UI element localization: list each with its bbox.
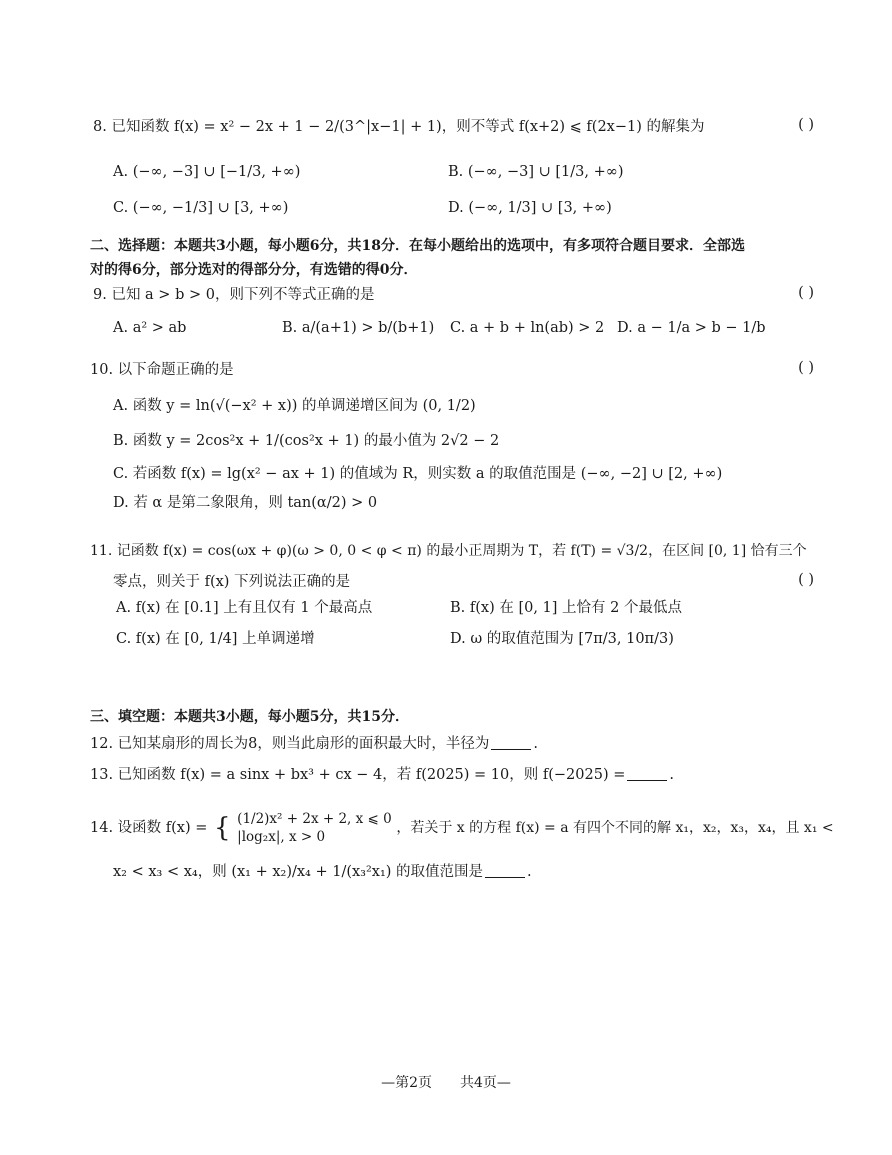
q9-option-d: D. a − 1/a > b − 1/b (617, 320, 766, 336)
q12-text: 12. 已知某扇形的周长为8，则当此扇形的面积最大时，半径为 (90, 736, 490, 752)
q14-case2: |log₂x|, x > 0 (237, 829, 326, 845)
q11-stem-line2: 零点，则关于 f(x) 下列说法正确的是 (113, 574, 351, 590)
q9-option-a: A. a² > ab (113, 320, 187, 336)
section3-heading: 三、填空题：本题共3小题，每小题5分，共15分． (90, 709, 409, 725)
q11-option-d: D. ω 的取值范围为 [7π/3, 10π/3) (450, 631, 674, 647)
q11-stem-line1: 11. 记函数 f(x) = cos(ωx + φ)(ω > 0, 0 < φ < π) 的最小正周期为 T，若 f(T) = √3/2，在区间 [0, 1] 恰有三个 (90, 543, 807, 559)
q11-answer-paren: ( ) (798, 572, 814, 588)
q14-prefix: 14. 设函数 f(x) = (90, 820, 208, 836)
q10-answer-paren: ( ) (798, 360, 814, 376)
q10-option-b: B. 函数 y = 2cos²x + 1/(cos²x + 1) 的最小值为 2√2 − 2 (113, 433, 500, 449)
q9-stem: 9. 已知 a > b > 0，则下列不等式正确的是 (93, 287, 375, 303)
q8-option-d: D. (−∞, 1/3] ∪ [3, +∞) (448, 200, 612, 216)
q14-cases (237, 810, 392, 846)
q9-answer-paren: ( ) (798, 285, 814, 301)
q8-answer-paren: ( ) (798, 117, 814, 133)
q9-option-c: C. a + b + ln(ab) > 2 (450, 320, 605, 336)
q10-option-c: C. 若函数 f(x) = lg(x² − ax + 1) 的值域为 R，则实数 a 的取值范围是 (−∞, −2] ∪ [2, +∞) (113, 466, 723, 482)
page-footer: —第2页 共4页— (381, 1075, 511, 1091)
q14-suffix: ，若关于 x 的方程 f(x) = a 有四个不同的解 x₁，x₂，x₃，x₄，且 x₁ < (396, 820, 834, 836)
q12-period: . (533, 736, 539, 752)
q10-option-d: D. 若 α 是第二象限角，则 tan(α/2) > 0 (113, 495, 378, 511)
q14-line2-text: x₂ < x₃ < x₄，则 (x₁ + x₂)/x₄ + 1/(x₃²x₁) 的取值范围是 (113, 864, 484, 880)
q12-answer-blank[interactable] (491, 735, 531, 750)
q14-line2 (113, 862, 532, 882)
q9-option-b: B. a/(a+1) > b/(b+1) (282, 320, 435, 336)
q14-line1 (90, 808, 834, 848)
q11-option-a: A. f(x) 在 [0.1] 上有且仅有 1 个最高点 (116, 600, 373, 616)
q14-answer-blank[interactable] (485, 863, 525, 878)
section2-heading-line2: 对的得6分，部分选对的得部分分，有选错的得0分． (90, 262, 418, 278)
q8-option-b: B. (−∞, −3] ∪ [1/3, +∞) (448, 164, 624, 180)
q11-option-c: C. f(x) 在 [0, 1/4] 上单调递增 (116, 631, 315, 647)
q14-brace: { (214, 813, 231, 843)
q14-case1: (1/2)x² + 2x + 2, x ⩽ 0 (237, 811, 392, 827)
q13-answer-blank[interactable] (627, 766, 667, 781)
q13 (90, 765, 674, 785)
q8-option-a: A. (−∞, −3] ∪ [−1/3, +∞) (113, 164, 301, 180)
section2-heading-line1: 二、选择题：本题共3小题，每小题6分，共18分．在每小题给出的选项中，有多项符合题目要求．全部选 (90, 238, 745, 254)
q13-period: . (669, 767, 674, 783)
q11-option-b: B. f(x) 在 [0, 1] 上恰有 2 个最低点 (450, 600, 682, 616)
q8-option-c: C. (−∞, −1/3] ∪ [3, +∞) (113, 200, 289, 216)
q10-stem: 10. 以下命题正确的是 (90, 362, 234, 378)
q12 (90, 734, 538, 754)
q14-period: . (527, 864, 532, 880)
q8-stem: 8. 已知函数 f(x) = x² − 2x + 1 − 2/(3^|x−1| + 1)，则不等式 f(x+2) ⩽ f(2x−1) 的解集为 (93, 119, 705, 135)
q10-option-a: A. 函数 y = ln(√(−x² + x)) 的单调递增区间为 (0, 1/2) (113, 398, 476, 414)
q13-text: 13. 已知函数 f(x) = a sinx + bx³ + cx − 4，若 f(2025) = 10，则 f(−2025) = (90, 767, 626, 783)
